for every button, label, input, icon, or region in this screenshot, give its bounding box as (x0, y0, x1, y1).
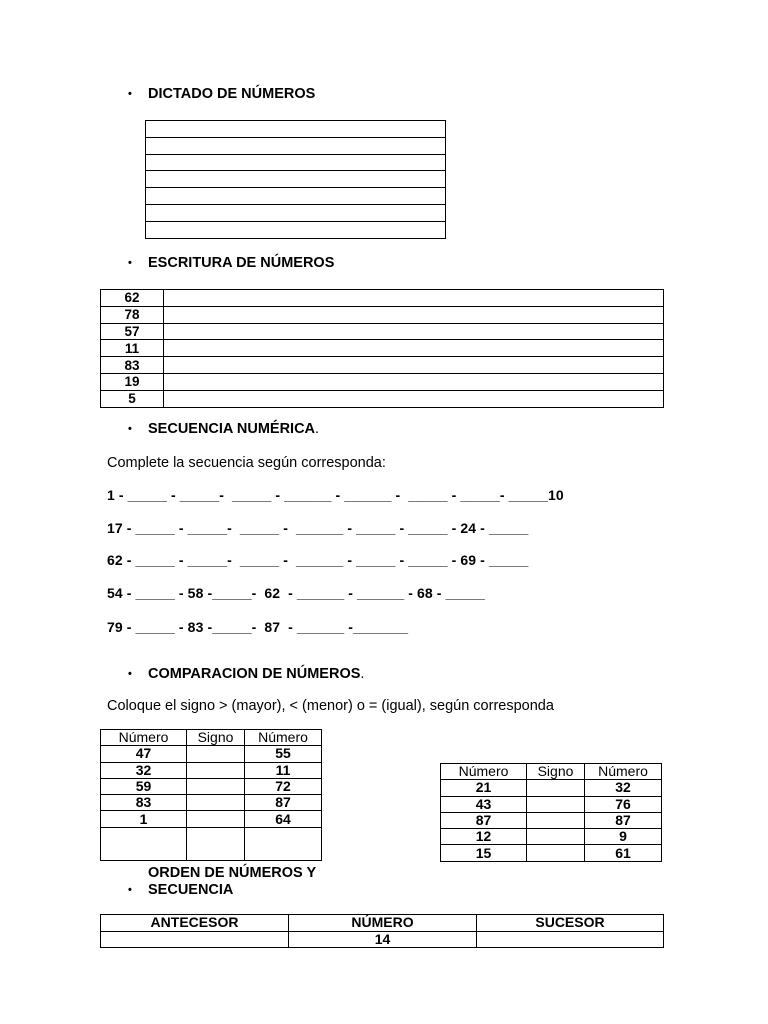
header-numero: Número (245, 730, 322, 746)
answer-cell[interactable] (164, 290, 664, 307)
number-cell: 87 (245, 795, 322, 811)
number-cell: 32 (585, 780, 662, 796)
section-heading-orden (128, 865, 316, 899)
sequence-line[interactable]: 79 - _____ - 83 -_____- 87 - ______ -_______ (107, 619, 409, 635)
blank-cell[interactable] (146, 204, 446, 221)
number-cell: 47 (101, 746, 187, 762)
sign-cell[interactable] (187, 827, 245, 860)
table-row (101, 746, 322, 762)
sign-cell[interactable] (527, 812, 585, 828)
number-cell: 5 (101, 390, 164, 407)
header-row (441, 764, 662, 780)
number-cell: 19 (101, 373, 164, 390)
number-cell: 83 (101, 357, 164, 374)
number-cell: 62 (101, 290, 164, 307)
sequence-line[interactable]: 17 - _____ - _____- _____ - ______ - _____ - _____ - 24 - _____ (107, 520, 529, 536)
comparacion-instruction: Coloque el signo > (mayor), < (menor) o = (igual), según corresponda (107, 698, 554, 714)
blank-cell[interactable] (245, 827, 322, 860)
number-cell: 87 (441, 812, 527, 828)
bullet-icon: • (128, 668, 132, 680)
blank-cell[interactable] (146, 137, 446, 154)
table-row (101, 778, 322, 794)
table-row (101, 762, 322, 778)
table-row (101, 795, 322, 811)
orden-table (100, 914, 664, 948)
number-cell: 72 (245, 778, 322, 794)
number-cell: 32 (101, 762, 187, 778)
table-row (101, 827, 322, 860)
sucesor-cell[interactable] (477, 931, 664, 948)
table-row (101, 323, 664, 340)
comparison-table-2 (440, 763, 662, 862)
sign-cell[interactable] (187, 762, 245, 778)
bullet-icon: • (128, 884, 132, 896)
sign-cell[interactable] (527, 829, 585, 845)
number-cell: 43 (441, 796, 527, 812)
blank-cell[interactable] (101, 827, 187, 860)
blank-cell[interactable] (146, 188, 446, 205)
heading-text (148, 865, 316, 899)
escritura-table (100, 289, 664, 408)
table-row (441, 845, 662, 861)
number-cell: 78 (101, 306, 164, 323)
blank-cell[interactable] (146, 121, 446, 138)
number-cell: 11 (101, 340, 164, 357)
header-antecesor: ANTECESOR (101, 915, 289, 932)
dictado-table (145, 120, 446, 239)
heading-line-1: ORDEN DE NÚMEROS Y (148, 865, 317, 881)
table-row (441, 796, 662, 812)
number-cell: 87 (585, 812, 662, 828)
number-cell: 14 (289, 931, 477, 948)
answer-cell[interactable] (164, 357, 664, 374)
heading-text: ESCRITURA DE NÚMEROS (148, 255, 335, 271)
number-cell: 83 (101, 795, 187, 811)
sign-cell[interactable] (187, 746, 245, 762)
section-heading-escritura (128, 255, 334, 272)
header-sucesor: SUCESOR (477, 915, 664, 932)
sequence-line[interactable]: 62 - _____ - _____- _____ - ______ - _____ - _____ - 69 - _____ (107, 552, 529, 568)
heading-line-2: SECUENCIA (148, 882, 234, 898)
bullet-icon: • (128, 423, 132, 435)
number-cell: 61 (585, 845, 662, 861)
sequence-line[interactable]: 1 - _____ - _____- _____ - ______ - ______ - _____ - _____- _____10 (107, 487, 564, 503)
answer-cell[interactable] (164, 306, 664, 323)
header-numero: NÚMERO (289, 915, 477, 932)
number-cell: 9 (585, 829, 662, 845)
sign-cell[interactable] (187, 778, 245, 794)
number-cell: 64 (245, 811, 322, 827)
section-heading-dictado (128, 86, 315, 103)
comparison-table-1 (100, 729, 322, 861)
table-row (101, 340, 664, 357)
header-numero: Número (101, 730, 187, 746)
number-cell: 12 (441, 829, 527, 845)
blank-cell[interactable] (146, 221, 446, 238)
sequence-line[interactable]: 54 - _____ - 58 -_____- 62 - ______ - ______ - 68 - _____ (107, 585, 485, 601)
blank-cell[interactable] (146, 154, 446, 171)
heading-text: COMPARACION DE NÚMEROS. (148, 666, 365, 682)
table-row (101, 357, 664, 374)
sign-cell[interactable] (527, 780, 585, 796)
heading-text: SECUENCIA NUMÉRICA. (148, 421, 320, 437)
bullet-icon: • (128, 88, 132, 100)
table-row (101, 811, 322, 827)
table-row (101, 373, 664, 390)
header-signo: Signo (527, 764, 585, 780)
bullet-icon: • (128, 257, 132, 269)
answer-cell[interactable] (164, 340, 664, 357)
number-cell: 55 (245, 746, 322, 762)
number-cell: 76 (585, 796, 662, 812)
answer-cell[interactable] (164, 323, 664, 340)
table-row (441, 829, 662, 845)
table-row (101, 306, 664, 323)
table-row (441, 812, 662, 828)
blank-cell[interactable] (146, 171, 446, 188)
table-row (101, 290, 664, 307)
sign-cell[interactable] (187, 811, 245, 827)
answer-cell[interactable] (164, 373, 664, 390)
header-row (101, 730, 322, 746)
number-cell: 1 (101, 811, 187, 827)
section-heading-comparacion (128, 666, 364, 683)
sign-cell[interactable] (187, 795, 245, 811)
table-row (101, 931, 664, 948)
number-cell: 15 (441, 845, 527, 861)
answer-cell[interactable] (164, 390, 664, 407)
secuencia-instruction: Complete la secuencia según corresponda: (107, 455, 386, 471)
number-cell: 21 (441, 780, 527, 796)
table-row (441, 780, 662, 796)
section-heading-secuencia (128, 421, 319, 438)
number-cell: 11 (245, 762, 322, 778)
sign-cell[interactable] (527, 796, 585, 812)
heading-text: DICTADO DE NÚMEROS (148, 86, 316, 102)
sign-cell[interactable] (527, 845, 585, 861)
header-numero: Número (585, 764, 662, 780)
header-numero: Número (441, 764, 527, 780)
number-cell: 57 (101, 323, 164, 340)
number-cell: 59 (101, 778, 187, 794)
header-row (101, 915, 664, 932)
antecesor-cell[interactable] (101, 931, 289, 948)
header-signo: Signo (187, 730, 245, 746)
table-row (101, 390, 664, 407)
